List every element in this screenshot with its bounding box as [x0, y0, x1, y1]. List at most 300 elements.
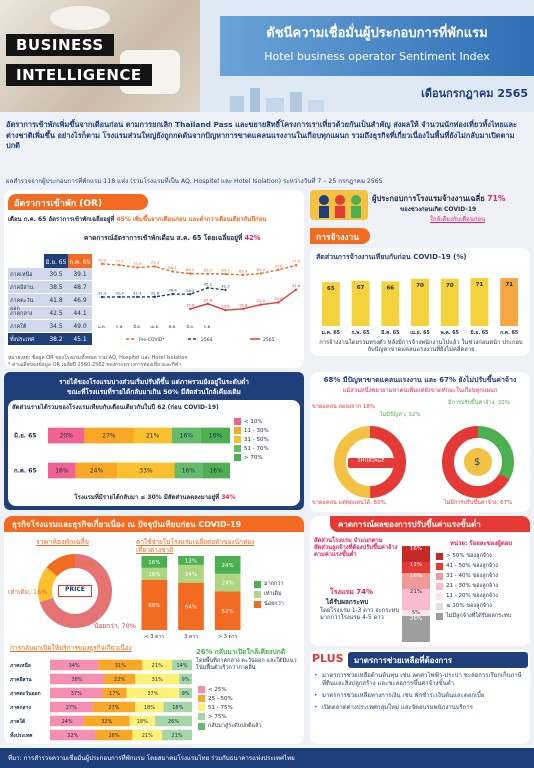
revenue-chart-title: สัดส่วนรายได้รวมของโรงแรมเทียบกับเดือนเดียวกันในปี 62 (ก่อน COVID-19): [12, 404, 219, 411]
table-col-jun: มิ.ย. 65: [44, 254, 68, 268]
legend-swatch: [198, 695, 205, 702]
data-label: 67: [356, 284, 365, 291]
data-point: [207, 273, 209, 275]
table-row: [8, 281, 92, 294]
legend-swatch: [436, 593, 443, 600]
legend-label: 51 - 75%: [208, 704, 233, 711]
survey-note: ผลสำรวจจากผู้ประกอบการที่พักแรม 118 แห่ง (รวมโรงแรมที่เป็น AQ, Hospitel และ Hotel Isolation) ระหว่างวันที่ 7 – 25 กรกฎาคม 2565: [6, 178, 383, 185]
legend-item: [234, 427, 298, 434]
employment-lead-3: ใกล้เคียงกับเดือนก่อน: [430, 216, 486, 223]
legend-item: [234, 445, 298, 452]
data-point: [118, 264, 120, 266]
table-cell-value: 30.5: [49, 271, 63, 278]
data-label: 32.3: [97, 290, 107, 296]
reopen-note-1: 26% กลับมาเปิดใกล้เคียงปกติ: [196, 648, 286, 656]
legend-label: กลับมาสู่ระดับปกติแล้ว: [208, 723, 262, 729]
data-label: 24%: [61, 719, 73, 725]
workers-icon: [310, 190, 368, 220]
title-en: Hotel business operator Sentiment Index: [264, 50, 490, 63]
wage-seg-5: 5%: [402, 610, 430, 616]
legend-label: 2564: [201, 338, 213, 343]
table-col-jul: ก.ค. 65: [68, 254, 92, 268]
legend-item: [198, 695, 302, 702]
data-label: 16%: [148, 571, 161, 578]
data-label: 32.4: [133, 290, 142, 296]
spend-stacked-chart: [136, 556, 246, 640]
table-header: [8, 254, 92, 268]
data-label: 16%: [181, 467, 196, 475]
legend-label: ไม่มีลูกจ้างที่ได้รับผลกระทบ: [446, 613, 512, 619]
bullet-icon: •: [314, 672, 318, 679]
table-corner: [8, 254, 44, 268]
wage-noraise-label: ไม่มีการปรับขึ้นค่าจ้าง, 67%: [444, 500, 513, 506]
legend-label: 25 - 50%: [208, 695, 233, 702]
price-less-label: น้อยกว่า, 70%: [94, 622, 136, 630]
data-point: [277, 301, 279, 303]
legend-item: [436, 572, 530, 580]
shortage-label-reduced: ขาดแคลน ลดลงจาก 18%: [312, 404, 376, 410]
data-label: 34%: [68, 663, 80, 669]
legend-label: 31 - 40% ของลูกจ้าง: [446, 573, 498, 579]
data-label: 42.6: [291, 283, 301, 289]
data-point: [189, 308, 191, 310]
data-label: 21%: [151, 663, 163, 669]
legend-swatch: [234, 436, 241, 443]
legend-swatch: [436, 613, 443, 620]
plus-item: [314, 672, 528, 688]
bullet-icon: •: [314, 692, 318, 700]
employment-chart-title: สัดส่วนการจ้างงานเทียบกับก่อน COVID-19 (%): [316, 253, 467, 261]
legend-swatch: [234, 445, 241, 452]
legend-item: [254, 590, 302, 598]
data-label: 24%: [221, 562, 234, 569]
wage-legend: [436, 552, 530, 622]
legend-item: [436, 592, 530, 600]
table-cell-region: ภาคเหนือ: [10, 272, 33, 278]
tick-label: ก.ค. 65: [14, 467, 37, 475]
data-label: 14%: [176, 663, 188, 669]
footer-source: ที่มา: การสำรวจความเชื่อมั่นผู้ประกอบการที่พักแรม โดยสมาคมโรงแรมไทย ร่วมกับธนาคารแห่งประเทศไทย: [0, 748, 534, 768]
data-label: 32.6: [150, 290, 160, 296]
tick-label: ภาคใต้: [10, 719, 26, 725]
data-point: [295, 264, 297, 266]
data-label: 73.9: [133, 260, 142, 266]
data-point: [118, 296, 120, 298]
data-label: 77.0: [291, 258, 301, 264]
data-point: [260, 272, 262, 274]
money-bag-icon: $: [474, 457, 481, 468]
legend-item: [436, 602, 530, 610]
header-photo: [0, 0, 200, 112]
data-label: 9%: [181, 691, 190, 697]
plus-item: [314, 692, 528, 700]
data-label: 16%: [209, 467, 223, 475]
data-label: 18%: [143, 705, 155, 711]
data-label: 70: [416, 282, 424, 289]
data-label: 36.2: [185, 287, 195, 293]
data-label: 32%: [101, 719, 113, 725]
data-label: 32%: [67, 733, 79, 739]
table-cell-value: 39.1: [73, 271, 87, 278]
brand-line-1: BUSINESS: [6, 34, 114, 56]
employment-header: [310, 190, 530, 230]
legend-label: 51 - 70%: [244, 445, 269, 452]
legend-label: < 10%: [244, 418, 263, 425]
tick-label: ก.พ.: [115, 324, 124, 329]
wage-desc-2: ได้รับผลกระทบ: [326, 598, 369, 606]
data-point: [260, 304, 262, 306]
legend-swatch: [198, 713, 205, 720]
data-label: 21%: [171, 733, 183, 739]
legend-item: [198, 713, 302, 720]
tick-label: ก.ค.: [203, 324, 212, 329]
data-label: 31%: [114, 663, 126, 669]
data-label: 26%: [167, 719, 180, 725]
report-date: เดือนกรกฎาคม 2565: [421, 87, 528, 100]
data-label: 45.1: [203, 281, 213, 287]
table-row: [8, 268, 92, 281]
table-cell-value: 34.5: [49, 323, 63, 330]
data-point: [224, 309, 226, 311]
data-label: 70.6: [274, 263, 283, 269]
legend-label: 11 - 30%: [244, 427, 269, 434]
title-th: ดัชนีความเชื่อมั่นผู้ประกอบการที่พักแรม: [266, 26, 488, 41]
legend-item: [234, 418, 298, 425]
legend-label: > 75%: [208, 713, 227, 720]
table-body: [8, 268, 92, 346]
data-label: 27%: [102, 432, 116, 440]
occupancy-lead-pct: 45%: [116, 216, 131, 223]
reopen-stacked-chart: [8, 656, 194, 742]
data-label: 24.6: [274, 296, 283, 302]
plus-item-text: เปิดตลาดต่างประเทศกลุ่มใหม่ และจัดอบรมพนักงานบริการ: [322, 704, 473, 712]
table-cell-region: ภาคกลาง: [10, 311, 33, 317]
occupancy-expect-text: คาดการณ์อัตราการเข้าพักเดือน ส.ค. 65 โดยเฉลี่ยอยู่ที่: [84, 234, 245, 242]
tick-label: ทั้งประเทศ: [10, 733, 33, 739]
data-point: [242, 274, 244, 276]
data-label: 32.4: [115, 290, 124, 296]
employment-lead: [372, 194, 532, 203]
employment-bar-chart: [316, 264, 524, 336]
tick-label: ภาคอีสาน: [10, 677, 32, 683]
legend-item: [436, 552, 530, 560]
data-label: 77.1: [115, 258, 124, 264]
data-label: 18%: [136, 719, 148, 725]
data-point: [224, 273, 226, 275]
tick-label: < 3 ดาว: [144, 634, 165, 640]
data-label: 31%: [151, 677, 163, 683]
legend-item: [198, 722, 302, 730]
legend-swatch: [234, 454, 241, 461]
tick-label: พ.ค.: [168, 324, 177, 329]
table-cell-value: 45.1: [73, 336, 87, 343]
wage-raise-label: มีการปรับขึ้นค่าจ้าง, 33%: [448, 400, 510, 406]
table-cell-region: ทั้งประเทศ: [10, 337, 35, 343]
legend-item: [436, 582, 530, 590]
tick-label: มิ.ย. 65: [470, 331, 489, 336]
revenue-footer-text: โรงแรมที่มีรายได้กลับมา ≤ 30% มีสัดส่วนลดลงมาอยู่ที่: [74, 494, 222, 501]
occupancy-note-2: * ค่าเฉลี่ยของข้อมูล OR เฉลี่ยปี 2560-2562 ของกระทรวงการท่องเที่ยวและกีฬา: [8, 362, 182, 368]
occupancy-line-chart: [96, 248, 302, 344]
data-label: 68.1: [168, 265, 177, 271]
table-row: [8, 333, 92, 346]
legend-swatch: [234, 418, 241, 425]
data-label: 42.3: [221, 283, 230, 289]
data-label: 16%: [148, 559, 161, 566]
table-row: [8, 294, 92, 312]
tick-label: ภาคกลาง: [10, 705, 31, 711]
data-point: [101, 263, 103, 265]
data-label: 20%: [59, 432, 73, 440]
data-label: 15.6: [185, 302, 195, 308]
data-label: 18%: [172, 705, 184, 711]
legend-swatch: [254, 591, 261, 598]
wage-seg-2: 11%: [402, 562, 430, 573]
occupancy-lead-text: เดือน ก.ค. 65 อัตราการเข้าพักเฉลี่ยอยู่ที่: [8, 216, 117, 223]
legend-label: เท่าเดิม: [264, 591, 282, 597]
table-cell-region: ภาคตะวันออก: [10, 298, 34, 312]
legend-label: 21 - 30% ของลูกจ้าง: [446, 583, 498, 589]
data-label: 13.8: [221, 303, 230, 309]
legend-swatch: [436, 573, 443, 580]
legend-item: [198, 704, 302, 711]
employment-lead-2: ของช่วงก่อนเกิด COVID-19: [400, 206, 477, 213]
revenue-footer: [12, 494, 298, 502]
data-label: 70: [445, 282, 454, 289]
data-point: [154, 296, 156, 298]
legend-swatch: [436, 563, 443, 570]
legend-label: < 25%: [208, 686, 227, 693]
table-cell-value: 49.0: [73, 323, 87, 330]
data-label: 66: [386, 285, 395, 292]
price-title: ราคาห้องพักเฉลี่ย: [36, 538, 89, 546]
revenue-stacked-chart: [12, 414, 232, 488]
table-cell-value: 38.2: [49, 336, 63, 343]
legend-label: Pre-COVID*: [139, 338, 165, 343]
revenue-lead: รายได้ของโรงแรมบางส่วนเริ่มปรับดีขึ้น แต่ภาพรวมยังอยู่ในระดับต่ำ: [59, 378, 249, 386]
data-label: 24%: [221, 580, 234, 587]
table-cell-value: 38.5: [49, 284, 63, 291]
occupancy-table: [8, 254, 92, 346]
tick-label: ม.ค. 65: [321, 331, 341, 336]
legend-swatch: [234, 427, 241, 434]
data-point: [136, 266, 138, 268]
tick-label: ม.ค.: [98, 324, 106, 329]
tick-label: ภาคเหนือ: [10, 663, 31, 669]
legend-label: 11 - 20% ของลูกจ้าง: [446, 593, 498, 599]
tick-label: ก.พ. 65: [351, 331, 370, 336]
legend-swatch: [436, 583, 443, 590]
data-label: 65.2: [185, 267, 195, 273]
legend-swatch: [436, 603, 443, 610]
data-label: 27%: [65, 705, 77, 711]
tick-label: > 3 ดาว: [217, 634, 238, 640]
wage-desc-pct: โรงแรม 74%: [330, 588, 374, 596]
revenue-footer-pct: 34%: [221, 494, 236, 501]
tick-label: ก.ค. 65: [500, 331, 519, 336]
data-label: 9%: [181, 677, 190, 683]
occupancy-expect: [84, 234, 304, 242]
tick-label: มิ.ย.: [186, 324, 194, 329]
legend-label: มากกว่า: [264, 581, 284, 587]
tick-label: ภาคตะวันออก: [10, 691, 41, 697]
shortage-lead: 68% มีปัญหาขาดแคลนแรงงาน และ 67% ยังไม่ปรับขึ้นค่าจ้าง: [323, 376, 517, 384]
legend-item: [254, 600, 302, 608]
tick-label: มิ.ย. 65: [14, 432, 37, 440]
legend-item: [436, 562, 530, 570]
data-point: [277, 269, 279, 271]
legend-label: น้อยกว่า: [264, 601, 284, 607]
legend-swatch: [198, 723, 205, 730]
data-label: 16%: [55, 467, 69, 475]
occupancy-title: อัตราการเข้าพัก (OR): [8, 194, 148, 210]
data-label: 36.4: [168, 287, 177, 293]
data-label: 24%: [89, 467, 104, 475]
data-label: 65.4: [256, 266, 265, 272]
legend-swatch: [254, 601, 261, 608]
wage-desc-1: สัดส่วนโรงแรม จำแนกตามสัดส่วนลูกจ้างที่ต้องปรับขึ้นค่าจ้างตามค่าแรงขั้นต่ำ: [314, 538, 398, 559]
employment-lead-text: ผู้ประกอบการโรงแรมจ้างงานเฉลี่ย: [372, 194, 488, 203]
wage-desc-3: โดยโรงแรม 1-3 ดาว จะกระทบมากกว่าโรงแรม 4-5 ดาว: [320, 608, 400, 622]
headline: อัตราการเข้าพักเพิ่มขึ้นจากเดือนก่อน ตามการยกเลิก Thailand Pass และขยายสิทธิ์โครงการเราเที่ยวด้วยกันเป็นสำคัญ ส่งผลให้ จำนวนนักท่องเที่ยวทั้งไทยและต่างชาติเพิ่มขึ้น อย่างไรก็ตาม โรงแรมส่วนใหญ่ยังถูกกดดันจากปัญหาการขาดแคลนแรงงานในเกือบทุกแผนก รวมถึงธุรกิจที่เกี่ยวเนื่องในพื้นที่ยังไม่กลับมาเปิดตามปกติ: [6, 120, 518, 151]
towel-shape: [50, 6, 110, 30]
table-cell-region: ภาคใต้: [10, 324, 27, 330]
legend-item: [234, 436, 298, 443]
data-point: [242, 308, 244, 310]
price-same-label: เท่าเดิม, 16%: [8, 588, 48, 596]
plus-item-text: มาตรการช่วยเหลือด้านต้นทุน เช่น ลดค่าไฟฟ้า-ประปา ชะลอการเรียกเก็บภาษีที่ดินและสิ่งปลูกสร้าง และชะลอการขึ้นค่าจ้างขั้นต่ำ: [322, 672, 522, 688]
legend-swatch: [254, 581, 261, 588]
occupancy-lead: [8, 216, 302, 224]
table-cell-value: 46.9: [73, 297, 87, 304]
shortage-label-none: ไม่มีปัญหา, 32%: [380, 412, 421, 418]
legend-item: [198, 686, 302, 693]
data-label: 15.8: [238, 302, 248, 308]
occupancy-lead-text-2: เพิ่มขึ้นจากเดือนก่อน และต่ำกว่าเดือนเดียวกันปีก่อน: [130, 216, 267, 223]
plus-title: มาตรการช่วยเหลือที่ต้องการ: [348, 652, 528, 668]
wage-seg-1: 16%: [402, 546, 430, 562]
legend-swatch: [198, 686, 205, 693]
legend-label: > 70%: [244, 454, 263, 461]
data-label: 12%: [184, 558, 198, 565]
data-point: [189, 272, 191, 274]
shortage-label-replace: ขาดแคลน แต่ทดแทนได้, 50%: [312, 500, 386, 506]
legend-label: 31 - 50%: [244, 436, 269, 443]
tick-label: มี.ค.: [133, 324, 142, 329]
data-label: 68%: [148, 602, 161, 609]
reopen-title: การกลับมาเปิดให้บริการของธุรกิจเกี่ยวเนื่อง: [10, 644, 132, 652]
data-label: 22.8: [203, 297, 213, 303]
data-point: [171, 293, 173, 295]
plus-item-text: มาตรการช่วยเหลือทางการเงิน เช่น พักชำระเงินต้นและดอกเบี้ย: [322, 692, 485, 700]
data-point: [207, 303, 209, 305]
data-label: 64.7: [221, 267, 230, 273]
spend-title: ค่าใช้จ่ายในโรงแรมเฉลี่ยต่อหัวของนักท่องเที่ยวต่างชาติ: [136, 538, 255, 555]
business-title: ธุรกิจโรงแรมและธุรกิจเกี่ยวเนื่อง ณ ปัจจุบันเทียบก่อน COVID-19: [4, 516, 304, 532]
tick-label: เม.ย. 65: [410, 331, 430, 336]
revenue-lead-2: ขณะที่โรงแรมที่รายได้กลับมาเกิน 50% มีสัดส่วนใกล้เคียงเดิม: [67, 388, 241, 396]
wage-stacked-bar: [402, 546, 430, 642]
people-icon: [310, 190, 368, 220]
spend-legend: [254, 580, 302, 610]
data-point: [154, 265, 156, 267]
tick-label: พ.ค. 65: [440, 331, 459, 336]
tick-label: 3 ดาว: [184, 634, 198, 640]
legend-label: 41 - 50% ของลูกจ้าง: [446, 563, 498, 569]
shortage-tag: SHORTAGE: [348, 458, 394, 468]
legend-item: [254, 580, 302, 588]
data-point: [171, 270, 173, 272]
legend-label: 2565: [263, 338, 275, 343]
table-row: [8, 307, 92, 320]
tick-label: มี.ค. 65: [381, 331, 400, 336]
data-label: 26%: [108, 733, 120, 739]
price-more-label: มากกว่า, 14%: [52, 560, 94, 568]
data-label: 65.0: [203, 267, 213, 273]
data-label: 52%: [221, 608, 234, 615]
table-cell-region: ภาคอีสาน: [10, 285, 34, 291]
bullet-icon: •: [314, 704, 318, 712]
data-point: [224, 289, 226, 291]
brand-line-2: INTELLIGENCE: [6, 64, 152, 86]
employment-title: การจ้างงาน: [310, 228, 370, 244]
data-label: 79.0: [97, 257, 107, 263]
data-label: 21.5: [256, 298, 265, 304]
table-cell-value: 42.5: [49, 310, 63, 317]
data-label: 21%: [145, 432, 160, 440]
data-label: 17%: [109, 691, 121, 697]
legend-swatch: [436, 553, 443, 560]
data-label: 38%: [71, 677, 83, 683]
employment-lead-pct: 71%: [487, 194, 506, 203]
price-tag: PRICE: [58, 585, 92, 597]
data-point: [207, 287, 209, 289]
legend-swatch: [198, 704, 205, 711]
data-label: 24%: [184, 571, 198, 578]
series-line: [102, 264, 296, 275]
data-label: 21%: [141, 733, 153, 739]
occupancy-note-1: หมายเหตุ: ข้อมูล OR ของโรงแรมทั้งหมด รวม AQ, Hospitel และ Hotel Isolation: [8, 355, 188, 361]
data-label: 33%: [139, 467, 153, 475]
table-cell-value: 48.7: [73, 284, 87, 291]
data-label: 37%: [147, 691, 159, 697]
data-label: 37%: [70, 691, 82, 697]
data-label: 71: [475, 282, 484, 289]
data-point: [295, 289, 297, 291]
plus-list: [314, 672, 528, 716]
data-label: 16%: [179, 432, 193, 440]
table-row: [8, 320, 92, 333]
legend-label: ≤ 10% ของลูกจ้าง: [446, 603, 492, 609]
legend-item: [234, 454, 298, 461]
data-label: 71: [505, 282, 513, 289]
wage-seg-3: 16%: [402, 573, 430, 589]
plus-tag: PLUS: [312, 652, 344, 665]
data-label: 22%: [114, 677, 126, 683]
wage-seg-4: 21%: [402, 589, 430, 610]
wage-unit: หน่วย: ร้อยละของผู้ตอบ: [450, 540, 513, 547]
table-cell-value: 41.8: [49, 297, 63, 304]
data-point: [101, 296, 103, 298]
tick-label: เม.ย.: [150, 324, 160, 329]
reopen-note-2: โดยพื้นที่ภาคกลาง ตะวันออก และใต้มีแนวโน้มฟื้นตัวเร็วกว่าภาคอื่น: [196, 658, 297, 671]
shortage-lead-2: แม้ส่วนหนึ่งพยายามหาคนเพิ่มแต่ยังขาดทักษะในเกือบทุกแผนก: [342, 388, 498, 394]
legend-item: [436, 612, 530, 620]
occupancy-expect-pct: 42%: [244, 234, 261, 242]
legend-label: > 50% ของลูกจ้าง: [446, 553, 492, 559]
data-label: 64%: [184, 604, 198, 611]
plus-item: [314, 704, 528, 712]
